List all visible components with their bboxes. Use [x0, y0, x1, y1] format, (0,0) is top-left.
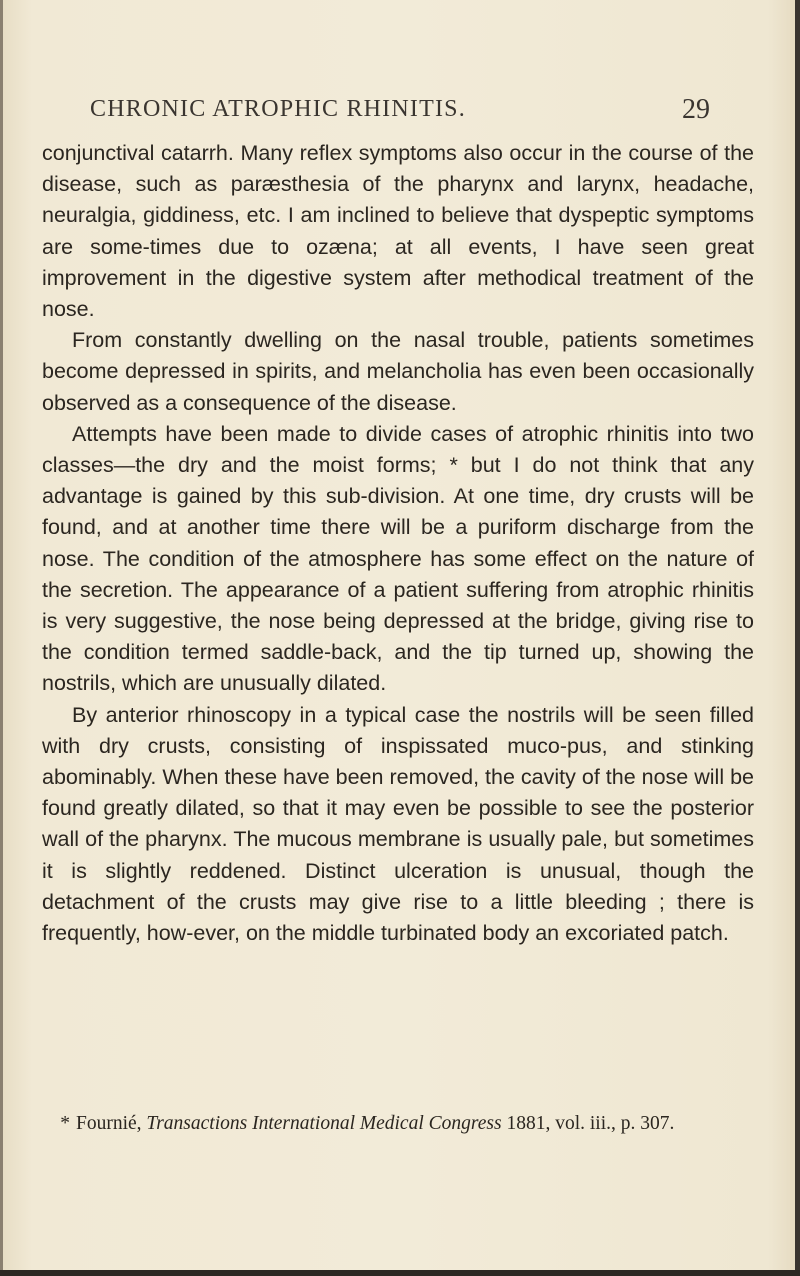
page-bottom-edge [0, 1270, 800, 1276]
paragraph-3: Attempts have been made to divide cases of atrophic rhinitis into two classes—the dry and the moist forms; * but I do not think that any advantage is gained by this sub-division. At one time, dry crusts will be found, and at another time there will be a puriform discharge from the nose. The condition of the atmosphere has some effect on the nature of the secretion. The appearance of a patient suffering from atrophic rhinitis is very suggestive, the nose being depressed at the bridge, giving rise to the condition termed saddle-back, and the tip turned up, showing the nostrils, which are unusually dilated. [42, 421, 754, 696]
footnote [42, 1112, 754, 1136]
paragraph-2: From constantly dwelling on the nasal trouble, patients sometimes become depressed in spirits, and melancholia has even been occasionally observed as a consequence of the disease. [42, 328, 754, 415]
footnote-work-title: Transactions International Medical Congress [146, 1113, 502, 1134]
page-right-edge [795, 0, 800, 1276]
body-text [42, 138, 754, 949]
running-head-title: CHRONIC ATROPHIC RHINITIS. [90, 96, 466, 122]
paragraph-1: conjunctival catarrh. Many reflex symptoms also occur in the course of the disease, such as paræsthesia of the pharynx and larynx, headache, neuralgia, giddiness, etc. I am inclined to believe that dyspeptic symptoms are some-times due to ozæna; at all events, I have seen great improvement in the digestive system after methodical treatment of the nose. [42, 141, 754, 322]
page-left-edge [0, 0, 3, 1276]
paragraph-4: By anterior rhinoscopy in a typical case the nostrils will be seen filled with dry crusts, consisting of inspissated muco-pus, and stinking abominably. When these have been removed, the cavity of the nose will be found greatly dilated, so that it may even be possible to see the posterior wall of the pharynx. The mucous membrane is usually pale, but sometimes it is slightly reddened. Distinct ulceration is unusual, though the detachment of the crusts may give rise to a little bleeding ; there is frequently, how-ever, on the middle turbinated body an excoriated patch. [42, 702, 754, 946]
footnote-author: Fournié, [76, 1113, 142, 1134]
footnote-marker: * [60, 1113, 70, 1134]
footnote-details: 1881, vol. iii., p. 307. [506, 1113, 675, 1134]
page-number: 29 [682, 94, 710, 125]
running-head [40, 96, 760, 136]
